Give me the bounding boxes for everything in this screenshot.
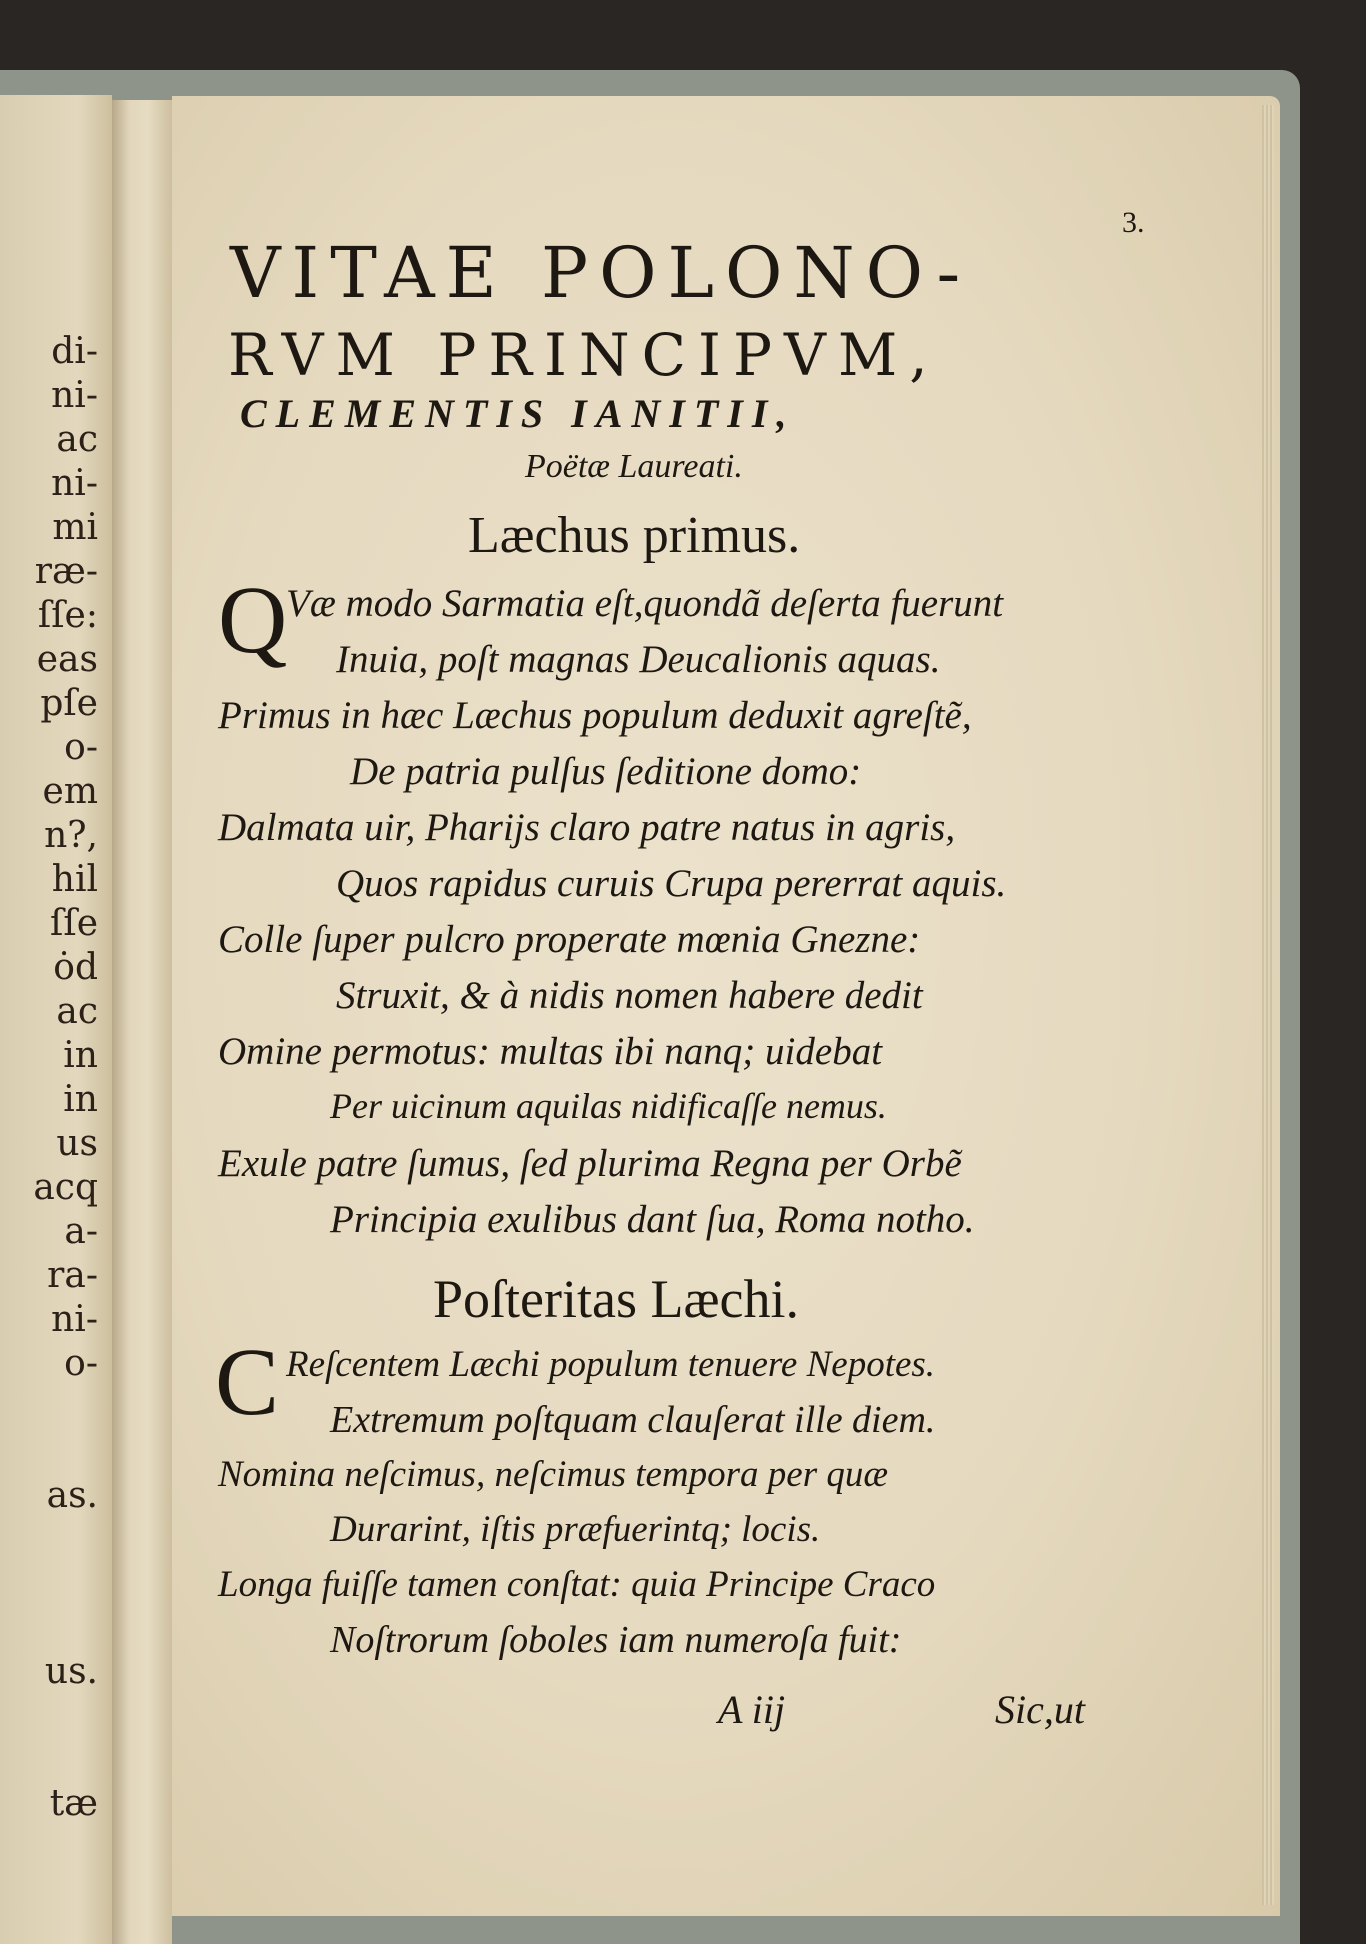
left-page-fragment: ȯd (53, 947, 98, 988)
poem-line: De patria pulſus ſeditione domo: (350, 750, 862, 793)
poem-line: Dalmata uir, Pharijs claro patre natus in agris, (218, 806, 956, 849)
left-page-fragment: a- (64, 1211, 98, 1252)
left-page-fragment: pſe (40, 683, 98, 724)
left-page-fragment: n?, (44, 815, 98, 856)
left-page-fragment: ac (56, 991, 98, 1032)
left-page-fragment: ac (56, 419, 98, 460)
author-name: CLEMENTIS IANITII, (240, 391, 796, 436)
drop-initial-q: Q (218, 566, 288, 673)
poem-line: Reſcentem Læchi populum tenuere Nepotes. (286, 1344, 936, 1385)
poem-line: Colle ſuper pulcro properate mœnia Gnezne: (218, 918, 921, 961)
left-page-fragment: us (56, 1123, 98, 1164)
poem-line: Durarint, iſtis præfuerintq; locis. (330, 1509, 821, 1550)
poem-line: Omine permotus: multas ibi nanq; uidebat (218, 1030, 883, 1073)
page-number: 3. (1122, 206, 1145, 239)
left-page-fragment: mi (52, 507, 98, 548)
poem-line: Primus in hæc Læchus populum deduxit agreſtẽ, (218, 694, 972, 737)
poem-line: Exule patre ſumus, ſed plurima Regna per Orbẽ (218, 1142, 962, 1185)
signature-mark: A iij (718, 1687, 786, 1732)
left-facing-page (0, 95, 112, 1944)
author-title: Poëtæ Laureati. (525, 448, 743, 485)
left-page-fragment: in (63, 1035, 98, 1076)
left-page-fragment: o- (64, 727, 98, 768)
poem-line: Principia exulibus dant ſua, Roma notho. (330, 1198, 975, 1241)
poem-line: Nomina neſcimus, neſcimus tempora per quæ (218, 1454, 889, 1495)
title-line-1: VITAE POLONO- (230, 232, 972, 314)
left-page-fragment: ni- (51, 1299, 98, 1340)
section-heading-posteritas-laechi: Poſteritas Læchi. (433, 1269, 799, 1329)
left-page-fragment: us. (44, 1651, 98, 1692)
poem-line: Struxit, & à nidis nomen habere dedit (336, 974, 923, 1017)
left-page-fragment: ni- (51, 375, 98, 416)
left-page-fragment: ræ- (34, 551, 98, 592)
left-page-fragment: as. (46, 1475, 98, 1516)
poem-line: Longa fuiſſe tamen conſtat: quia Principe Craco (218, 1564, 936, 1605)
poem-line: Noſtrorum ſoboles iam numeroſa fuit: (330, 1619, 902, 1661)
poem-line: Per uicinum aquilas nidificaſſe nemus. (330, 1086, 887, 1126)
left-page-fragment: ſſe: (37, 595, 98, 636)
left-page-fragment: acq (33, 1167, 98, 1208)
left-page-fragment: in (63, 1079, 98, 1120)
left-page-fragment: di- (51, 331, 98, 372)
left-page-fragment: em (42, 771, 98, 812)
section-heading-laechus-primus: Læchus primus. (468, 507, 801, 564)
page-stack-edge (1262, 105, 1274, 1905)
book-gutter (112, 100, 172, 1944)
left-page-fragment: ra- (47, 1255, 98, 1296)
drop-initial-c: C (215, 1328, 280, 1435)
left-page-fragment: hil (51, 859, 98, 900)
poem-line: Inuia, poſt magnas Deucalionis aquas. (336, 638, 941, 681)
left-page-fragment: tæ (49, 1783, 98, 1824)
poem-line: Quos rapidus curuis Crupa pererrat aquis. (336, 862, 1007, 905)
catchword: Sic,ut (995, 1687, 1085, 1732)
left-page-fragment: ſſe (50, 903, 98, 944)
left-page-fragment: eas (36, 639, 98, 680)
title-line-2: RVM PRINCIPVM, (228, 321, 940, 389)
poem-line: Væ modo Sarmatia eſt,quondã deſerta fuerunt (286, 582, 1004, 625)
left-page-fragment: ni- (51, 463, 98, 504)
left-page-fragment: o- (64, 1343, 98, 1384)
poem-line: Extremum poſtquam clauſerat ille diem. (330, 1399, 936, 1441)
